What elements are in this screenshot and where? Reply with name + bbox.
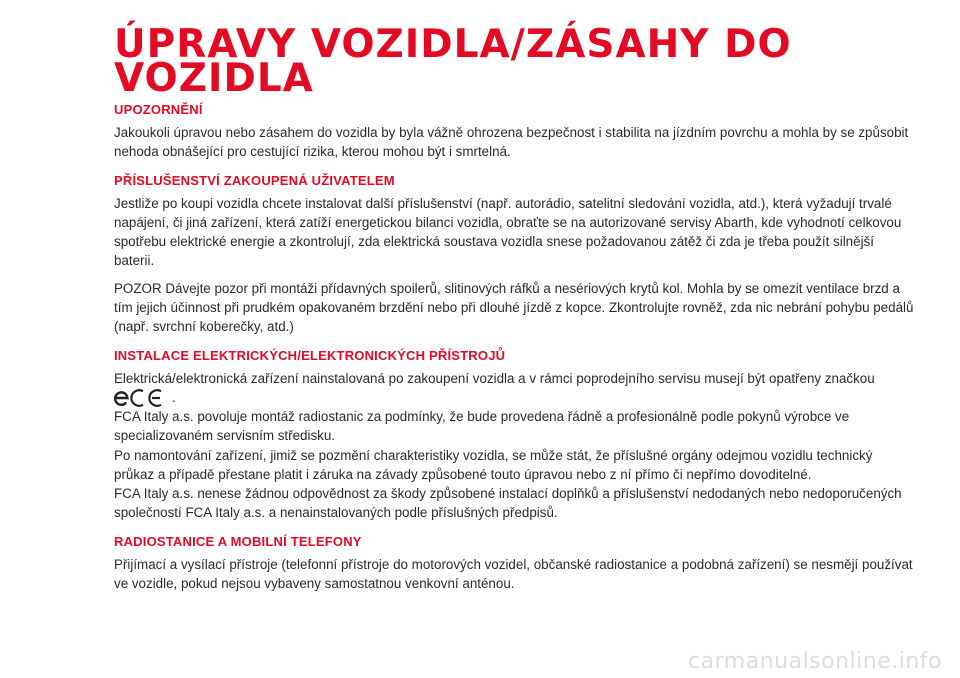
section-heading-radio-phones: RADIOSTANICE A MOBILNÍ TELEFONY: [114, 533, 362, 549]
watermark-text: carmanualsonline.info: [688, 649, 942, 674]
warning-text: Jakoukoli úpravou nebo zásahem do vozidla by byla vážně ohrozena bezpečnost i stabilita na jízdním povrchu a mohla by se způsobit nehoda obnášející pro cestující rizika, kterou mohou být i smrtelná.: [114, 125, 909, 160]
page-title: ÚPRAVY VOZIDLA/ZÁSAHY DO VOZIDLA: [114, 22, 792, 101]
fca-radio-paragraph: FCA Italy a.s. povoluje montáž radiostanic za podmínky, že bude provedena řádně a profesionálně podle pokynů výrobce ve specializovaném servisním středisku.: [114, 408, 850, 444]
caution-paragraph: POZOR Dávejte pozor při montáži přídavných spoilerů, slitinových ráfků a nesériových krytů kol. Mohla by se omezit ventilace brzd a tím jejich účinnost při prudkém opakovaném brzdění nebo při dlouhé jízdě z kopce. Zkontrolujte rovněž, zda nic nebrání pohybu pedálů (např. svrchní koberečky, atd.): [114, 280, 914, 335]
section-heading-electrical-devices: INSTALACE ELEKTRICKÝCH/ELEKTRONICKÝCH PŘÍSTROJŮ: [114, 347, 506, 363]
liability-paragraph: FCA Italy a.s. nenese žádnou odpovědnost za škody způsobené instalací doplňků a příslušenství nedodaných nebo nedoporučených společností FCA Italy a.s. a nenainstalovaných podle příslušných předpisů.: [114, 486, 902, 521]
ce-mark-line: [114, 386, 914, 407]
radio-phones-paragraph: Přijímací a vysílací přístroje (telefonní přístroje do motorových vozidel, občanské radiostanice a podobná zařízení) se nesmějí používat ve vozidle, pokud nejsou vybaveny samostatnou venkovní anténou.: [114, 556, 913, 592]
accessories-paragraph: Jestliže po koupi vozidla chcete instalovat další příslušenství (např. autorádio, satelitní sledování vozidla, atd.), která vyžadují trvalé napájení, či jiná zařízení, která zatíží energetickou bilanci vozidla, obraťte se na autorizované servisy Abarth, kde vyhodnotí celkovou spotřebu elektrické energie a zkontrolují, zda elektrická soustava vozidla snese požadovanou zátěž či zda je třeba použít silnější baterii.: [114, 195, 902, 269]
ce-mark-suffix: .: [172, 389, 176, 405]
electrical-intro-paragraph: Elektrická/elektronická zařízení nainstalovaná po zakoupení vozidla a v rámci poprodejního servisu musejí být opatřeny značkou: [114, 370, 875, 386]
e-ce-mark-icon: [114, 387, 170, 407]
modification-paragraph: Po namontování zařízení, jimiž se pozmění charakteristiky vozidla, se může stát, že příslušné orgány odejmou vozidlu technický průkaz a případě přestane platit i záruka na závady způsobené touto úpravou nebo z ní přímo či nepřímo dovoditelné.: [114, 447, 873, 482]
manual-page: [114, 22, 914, 601]
section-heading-accessories: PŘÍSLUŠENSTVÍ ZAKOUPENÁ UŽIVATELEM: [114, 172, 395, 188]
warning-label: UPOZORNĚNÍ: [114, 102, 203, 117]
